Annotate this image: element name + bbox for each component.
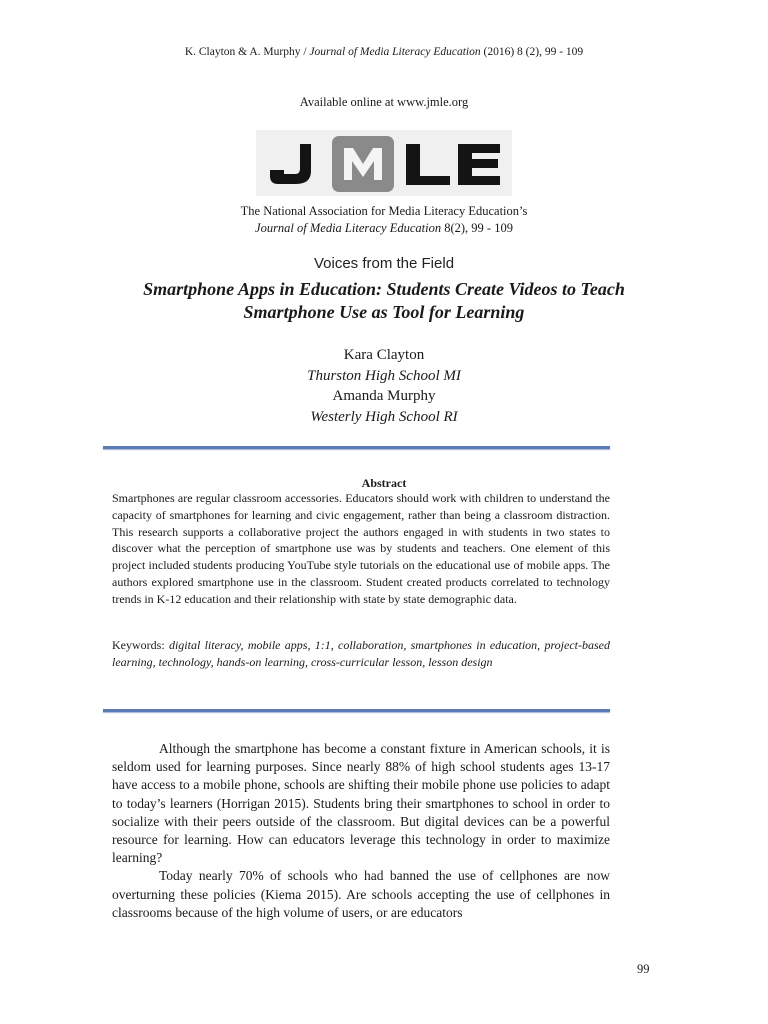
body-paragraph: Today nearly 70% of schools who had banned the use of cellphones are now overturning these policies (Kiema 2015). Are schools accepting the use of cellphones in classrooms because of the high volume of users, or are educators [112, 868, 610, 920]
available-online: Available online at www.jmle.org [299, 95, 469, 109]
association-line: The National Association for Media Literacy Education’s [240, 204, 528, 218]
section-label: Voices from the Field [313, 255, 455, 272]
divider-top [103, 446, 610, 449]
page-number: 99 [637, 962, 650, 976]
running-head-issue: (2016) 8 (2), 99 - 109 [480, 46, 584, 58]
article-title [0, 278, 768, 324]
abstract-heading: Abstract [361, 476, 407, 490]
divider-bottom [103, 709, 610, 712]
keywords-list: digital literacy, mobile apps, 1:1, collaboration, smartphones in education, project-based learning, technology, hands-on learning, cross-curricular lesson, lesson design [112, 638, 610, 669]
keywords-label: Keywords: [112, 638, 169, 652]
author-affiliation: Thurston High School MI [307, 367, 461, 384]
running-head [0, 46, 768, 58]
body-paragraph: Although the smartphone has become a constant fixture in American schools, it is seldom used for learning purposes. Since nearly 88% of high school students ages 13-17 have access to a mobile phone, schools are shifting their mobile phone use policies to adapt to today’s learners (Horrigan 2015). Students bring their smartphones to school in order to socialize with their peers outside of the classroom. But digital devices can be a powerful resource for learning. How can educators leverage this technology in order to maximize learning? [112, 741, 610, 866]
author-name: Kara Clayton [343, 347, 425, 363]
author-affiliation: Westerly High School RI [310, 408, 458, 425]
journal-issue: 8(2), 99 - 109 [441, 221, 513, 235]
jmle-logo-graphic [256, 130, 512, 196]
title-line-1: Smartphone Apps in Education: Students Create Videos to Teach [143, 279, 625, 299]
running-head-authors: K. Clayton & A. Murphy / [184, 46, 310, 58]
jmle-logo [256, 130, 512, 196]
running-head-journal: Journal of Media Literacy Education [309, 46, 481, 58]
journal-name: Journal of Media Literacy Education [255, 221, 442, 235]
author-name: Amanda Murphy [332, 388, 436, 404]
journal-citation [0, 220, 768, 237]
keywords [112, 637, 610, 671]
title-line-2: Smartphone Use as Tool for Learning [243, 302, 525, 322]
body-text [112, 740, 610, 922]
author-list [0, 345, 768, 427]
abstract-text: Smartphones are regular classroom accessories. Educators should work with children to understand the capacity of smartphones for learning and civic engagement, rather than being a classroom distraction. This research supports a collaborative project the authors engaged in with students in two states to discover what the perception of smartphone use was by students and teachers. One element of this project included students producing YouTube style tutorials on the educational use of mobile apps. The authors explored smartphone use in the classroom. Student created products correlated to technology trends in K-12 education and their relationship with state by state demographic data. [112, 491, 610, 606]
association-block [0, 203, 768, 237]
